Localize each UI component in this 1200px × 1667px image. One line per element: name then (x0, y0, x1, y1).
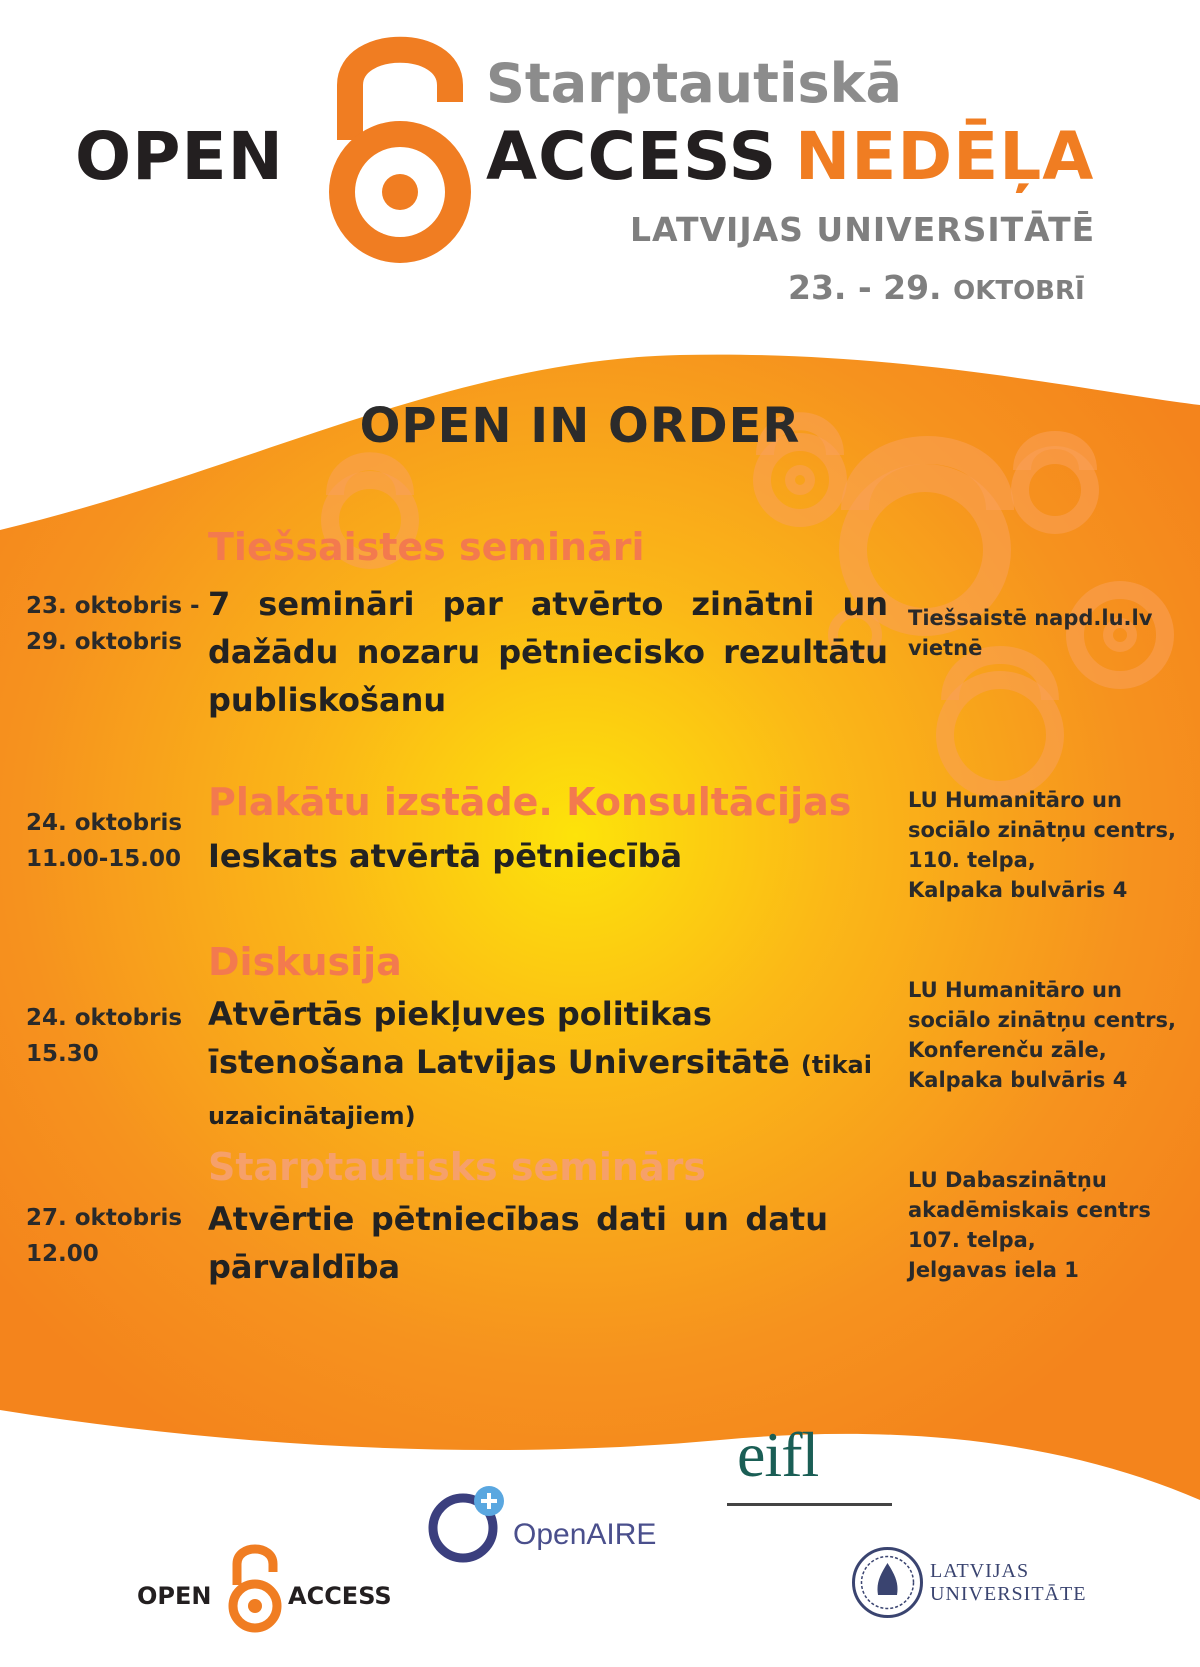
event-title-1: Tiešsaistes semināri (208, 525, 645, 569)
openaire-logo-text: OpenAIRE (513, 1518, 657, 1551)
header-access: ACCESS (486, 118, 778, 195)
event-description-4: Atvērtie pētniecības dati un datu pārvaldība (208, 1200, 828, 1286)
footer-open: OPEN (137, 1582, 212, 1610)
header-university: LATVIJAS UNIVERSITĀTĒ (630, 210, 1096, 249)
header-open: OPEN (75, 118, 284, 195)
event-title-4: Starptautisks seminārs (208, 1145, 706, 1189)
event-date-2: 24. oktobris 11.00-15.00 (26, 810, 183, 872)
event-date-3: 24. oktobris 15.30 (26, 1005, 183, 1067)
footer-access: ACCESS (288, 1582, 392, 1610)
open-access-lock-icon (315, 20, 485, 270)
header-date-range: 23. - 29. (788, 268, 942, 307)
open-access-lock-icon (225, 1540, 285, 1636)
event-description-3 (208, 990, 908, 1140)
event-description-1: 7 semināri par atvērto zinātni un dažādu nozaru pētniecisko rezultātu publiskošanu (208, 585, 888, 719)
header-subtitle: Starptautiskā (486, 52, 902, 115)
theme-title: OPEN IN ORDER (359, 398, 801, 454)
eifl-underline (727, 1503, 892, 1506)
lu-logo-text: LATVIJAS UNIVERSITĀTE (930, 1560, 1087, 1605)
event-place-4: LU Dabaszinātņu akadēmiskais centrs 107. telpa, Jelgavas iela 1 (908, 1168, 1151, 1282)
event-place-3: LU Humanitāro un sociālo zinātņu centrs, Konferenču zāle, Kalpaka bulvāris 4 (908, 978, 1176, 1092)
event-date-1: 23. oktobris - 29. oktobris (26, 593, 200, 655)
lu-seal-icon (850, 1545, 925, 1620)
event-note-3: (tikai uzaicinātajiem) (208, 1051, 872, 1130)
event-place-2: LU Humanitāro un sociālo zinātņu centrs, 110. telpa, Kalpaka bulvāris 4 (908, 788, 1176, 902)
event-title-3: Diskusija (208, 940, 402, 984)
event-date-4: 27. oktobris 12.00 (26, 1205, 183, 1267)
event-title-2: Plakātu izstāde. Konsultācijas (208, 780, 852, 824)
header-week: NEDĒĻA (795, 118, 1095, 195)
event-description-3-text: Atvērtās piekļuves politikas īstenošana Latvijas Universitātē (208, 995, 790, 1081)
event-description-2: Ieskats atvērtā pētniecībā (208, 837, 683, 875)
header-month: OKTOBRĪ (953, 276, 1085, 306)
header-dates (788, 268, 1085, 307)
event-place-1: Tiešsaistē napd.lu.lv vietnē (908, 606, 1153, 660)
eifl-logo: eifl (737, 1419, 819, 1490)
openaire-icon (425, 1480, 510, 1565)
